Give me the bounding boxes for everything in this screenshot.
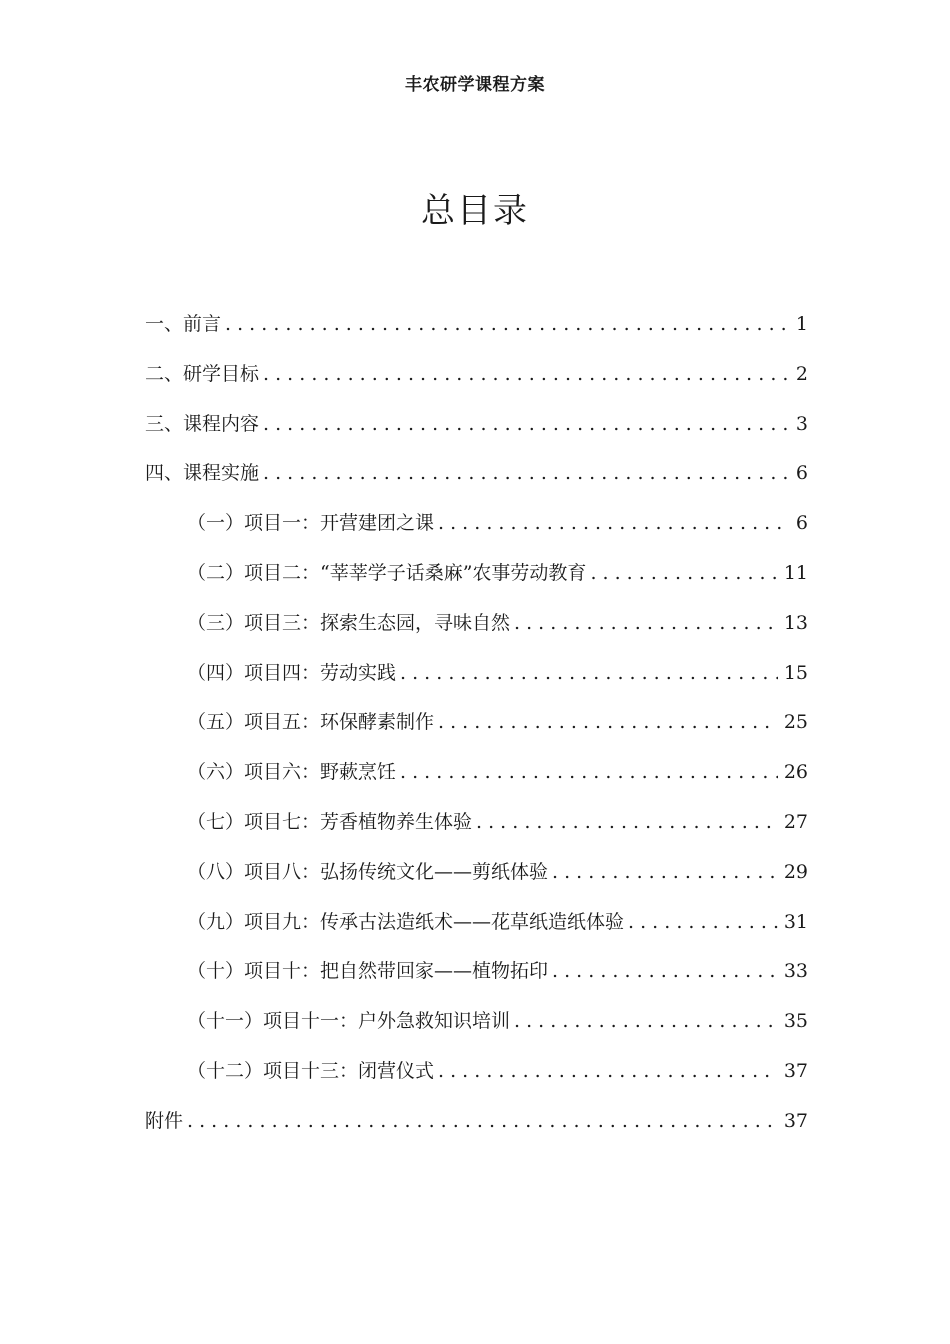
- toc-leader-dots: [514, 604, 778, 642]
- toc-entry-label: 一、前言: [145, 313, 222, 335]
- document-header-title: 丰农研学课程方案: [405, 75, 545, 95]
- toc-page-number: 2: [795, 362, 808, 385]
- toc-subentry[interactable]: [145, 604, 808, 654]
- toc-entry-label: （二）项目二：“莘莘学子话桑麻”农事劳动教育: [187, 561, 587, 584]
- toc-leader-dots: [187, 1102, 778, 1140]
- toc-entry-label: （三）项目三：探索生态园，寻味自然: [187, 611, 511, 634]
- toc-entry-label: （八）项目八：弘扬传统文化——剪纸体验: [187, 860, 549, 883]
- toc-entry-label: （十二）项目十三：闭营仪式: [187, 1059, 435, 1082]
- toc-entry-label: （一）项目一：开营建团之课: [187, 512, 435, 535]
- toc-leader-dots: [263, 454, 790, 492]
- toc-leader-dots: [590, 554, 777, 592]
- toc-entry-label: （六）项目六：野蔌烹饪: [187, 761, 397, 784]
- toc-page-number: 31: [783, 910, 808, 933]
- toc-subentry[interactable]: [145, 654, 808, 704]
- toc-page-number: 11: [783, 561, 808, 584]
- toc-page-number: 29: [783, 860, 808, 883]
- toc-page-number: 15: [783, 661, 808, 684]
- toc-page-number: 35: [783, 1010, 808, 1033]
- toc-entry-label: （四）项目四：劳动实践: [187, 661, 397, 684]
- toc-leader-dots: [400, 753, 778, 791]
- toc-entry[interactable]: [145, 355, 808, 405]
- toc-page-number: 37: [783, 1059, 808, 1082]
- toc-subentry[interactable]: [145, 504, 808, 554]
- toc-entry-label: （七）项目七：芳香植物养生体验: [187, 810, 473, 833]
- toc-subentry[interactable]: [145, 703, 808, 753]
- toc-leader-dots: [438, 504, 790, 542]
- toc-page-number: 33: [783, 960, 808, 983]
- toc-page-number: 6: [795, 512, 808, 535]
- table-of-contents: [145, 305, 808, 1152]
- toc-entry[interactable]: [145, 1102, 808, 1152]
- toc-entry-label: （九）项目九：传承古法造纸术——花草纸造纸体验: [187, 910, 625, 933]
- toc-subentry[interactable]: [145, 853, 808, 903]
- toc-entry-label: （十一）项目十一：户外急救知识培训: [187, 1010, 511, 1033]
- toc-leader-dots: [263, 355, 790, 393]
- toc-page-number: 27: [783, 810, 808, 833]
- toc-page-number: 6: [795, 462, 808, 485]
- toc-page-number: 26: [783, 761, 808, 784]
- toc-subentry[interactable]: [145, 903, 808, 953]
- toc-leader-dots: [438, 703, 778, 741]
- toc-page-number: 1: [795, 313, 808, 335]
- toc-entry-label: （十）项目十：把自然带回家——植物拓印: [187, 960, 549, 983]
- toc-leader-dots: [628, 903, 778, 941]
- toc-leader-dots: [400, 654, 778, 692]
- toc-leader-dots: [514, 1002, 778, 1040]
- toc-leader-dots: [263, 405, 790, 443]
- toc-entry-label: 三、课程内容: [145, 412, 260, 435]
- toc-subentry[interactable]: [145, 554, 808, 604]
- toc-entry-label: 四、课程实施: [145, 462, 260, 485]
- toc-entry-label: （五）项目五：环保酵素制作: [187, 711, 435, 734]
- toc-subentry[interactable]: [145, 753, 808, 803]
- toc-leader-dots: [552, 853, 778, 891]
- toc-page-number: 25: [783, 711, 808, 734]
- toc-page-number: 3: [795, 412, 808, 435]
- toc-leader-dots: [225, 305, 790, 343]
- toc-leader-dots: [552, 952, 778, 990]
- toc-entry[interactable]: [145, 305, 808, 355]
- toc-subentry[interactable]: [145, 952, 808, 1002]
- toc-subentry[interactable]: [145, 1002, 808, 1052]
- toc-entry[interactable]: [145, 405, 808, 455]
- toc-entry-label: 二、研学目标: [145, 362, 260, 385]
- toc-leader-dots: [476, 803, 778, 841]
- toc-page-number: 37: [783, 1109, 808, 1132]
- toc-leader-dots: [438, 1052, 778, 1090]
- toc-page-number: 13: [783, 611, 808, 634]
- page-title: 总目录: [421, 191, 529, 231]
- toc-entry-label: 附件: [145, 1109, 184, 1132]
- toc-subentry[interactable]: [145, 803, 808, 853]
- toc-subentry[interactable]: [145, 1052, 808, 1102]
- toc-entry[interactable]: [145, 454, 808, 504]
